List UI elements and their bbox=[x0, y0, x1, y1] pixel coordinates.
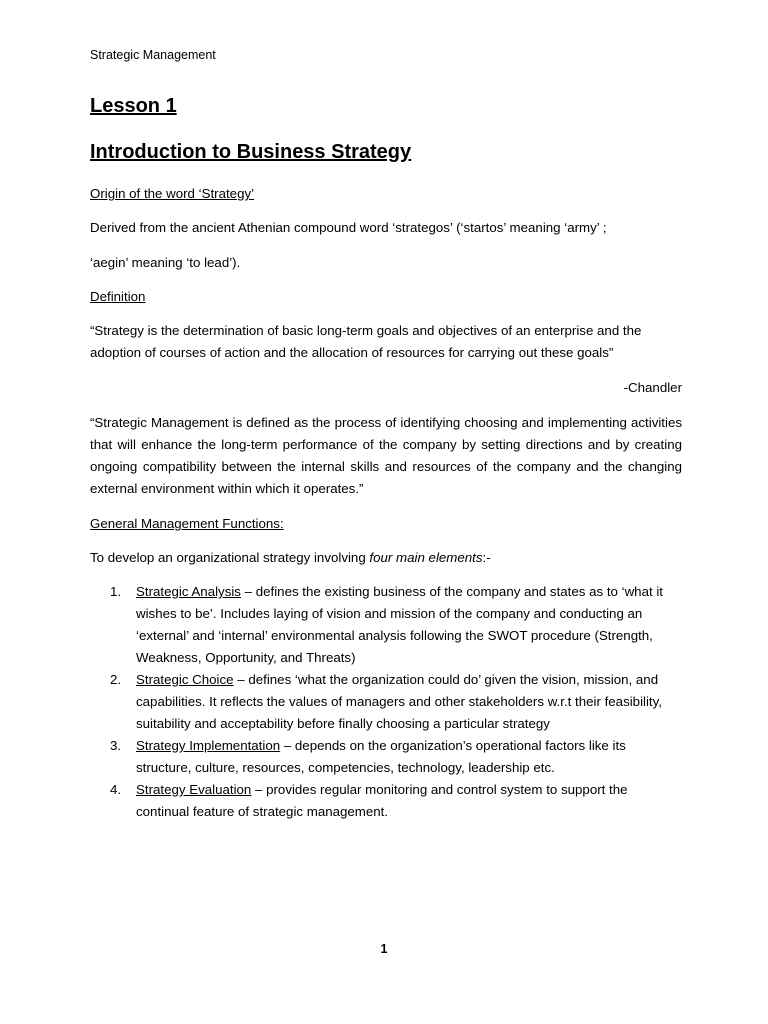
page-number: 1 bbox=[380, 942, 388, 956]
list-number: 4. bbox=[110, 782, 122, 797]
origin-heading: Origin of the word ‘Strategy’ bbox=[90, 186, 255, 201]
running-header: Strategic Management bbox=[90, 48, 216, 62]
list-term: Strategy Implementation bbox=[136, 738, 281, 753]
list-text: – provides regular monitoring and control system to support the continual feature of strategic management. bbox=[136, 782, 628, 819]
list-text: – defines ‘what the organization could do’ given the vision, mission, and capabilities. It reflects the values of managers and other stakeholders w.r.t their feasibility, suitability and acceptability before finally choosing a particular strategy bbox=[136, 672, 662, 731]
list-number: 2. bbox=[110, 672, 122, 687]
functions-list bbox=[90, 581, 682, 823]
definition-heading: Definition bbox=[90, 289, 146, 304]
lesson-heading: Lesson 1 bbox=[90, 95, 177, 117]
list-number: 1. bbox=[110, 584, 122, 599]
list-term: Strategy Evaluation bbox=[136, 782, 252, 797]
strategic-management-quote: “Strategic Management is defined as the process of identifying choosing and implementing activities that will enhance the long-term performance of the company by setting directions and by creating ongoing compatibility between the internal skills and resources of the company and the changing external environment within which it operates.” bbox=[90, 415, 682, 496]
chandler-quote: “Strategy is the determination of basic long-term goals and objectives of an enterprise and the adoption of courses of action and the allocation of resources for carrying out these goals” bbox=[90, 323, 642, 360]
list-item bbox=[90, 735, 682, 779]
list-item bbox=[90, 581, 682, 669]
origin-line-1: Derived from the ancient Athenian compound word ‘strategos’ (‘startos’ meaning ‘army’ ; bbox=[90, 220, 607, 235]
list-term: Strategic Choice bbox=[136, 672, 234, 687]
list-term: Strategic Analysis bbox=[136, 584, 241, 599]
functions-intro-prefix: To develop an organizational strategy involving bbox=[90, 550, 370, 565]
functions-intro-suffix: :- bbox=[482, 550, 491, 565]
quote-attribution: -Chandler bbox=[623, 380, 682, 395]
functions-intro bbox=[90, 547, 682, 569]
list-item bbox=[90, 779, 682, 823]
functions-heading: General Management Functions: bbox=[90, 516, 284, 531]
list-text: – depends on the organization’s operational factors like its structure, culture, resources, competencies, technology, leadership etc. bbox=[136, 738, 626, 775]
list-number: 3. bbox=[110, 738, 122, 753]
list-item bbox=[90, 669, 682, 735]
origin-line-2: ‘aegin’ meaning ‘to lead’). bbox=[90, 255, 241, 270]
functions-intro-emphasis: four main elements bbox=[369, 550, 483, 565]
list-text: – defines the existing business of the company and states as to ‘what it wishes to be’. Includes laying of vision and mission of the company and conducting an ‘external’ and ‘internal’ environmental analysis following the SWOT procedure (Strength, Weakness, Opportunity, and Threats) bbox=[136, 584, 664, 665]
document-title: Introduction to Business Strategy bbox=[90, 141, 412, 163]
